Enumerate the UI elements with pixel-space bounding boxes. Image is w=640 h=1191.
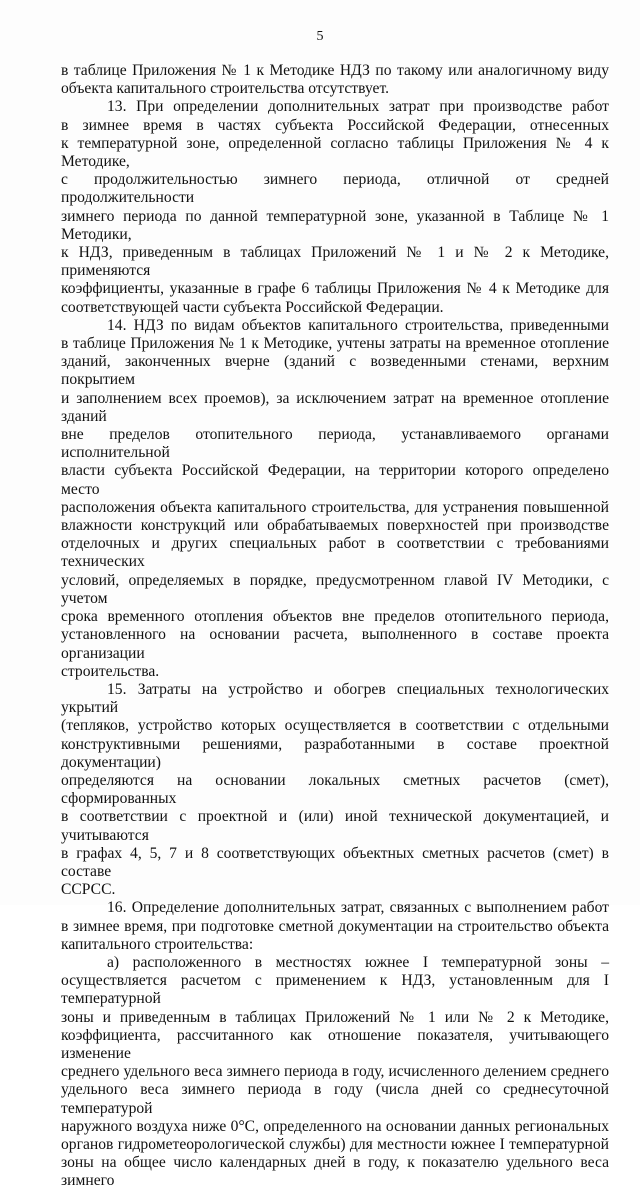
text-line: в зимнее время, при подготовке сметной документации на строительство объекта: [61, 917, 609, 935]
text-line: объекта капитального строительства отсутствует.: [61, 80, 390, 98]
text-line: капитального строительства:: [61, 935, 254, 953]
paragraph-16-start: 16. Определение дополнительных затрат, связанных с выполнением работ: [107, 899, 609, 917]
text-line: зоны и приведенным в таблицах Приложений № 1 или № 2 к Методике,: [61, 1008, 609, 1026]
text-line: удельного веса зимнего периода в году (числа дней со среднесуточной температурой: [61, 1081, 609, 1117]
text-line: коэффициента, рассчитанного как отношение показателя, учитывающего изменение: [61, 1026, 609, 1062]
text-line: зданий, законченных вчерне (зданий с возведенными стенами, верхним покрытием: [61, 353, 609, 389]
text-line: строительства.: [61, 662, 160, 680]
page-number: 5: [316, 29, 324, 44]
text-line: соответствующей части субъекта Российской Федерации.: [61, 298, 444, 316]
text-line: осуществляется расчетом с применением к НДЗ, установленным для I температурной: [61, 972, 609, 1008]
text-line: отделочных и других специальных работ в соответствии с требованиями технических: [61, 535, 609, 571]
text-line: и заполнением всех проемов), за исключением затрат на временное отопление зданий: [61, 389, 609, 425]
text-line: с продолжительностью зимнего периода, отличной от средней продолжительности: [61, 171, 609, 207]
text-line: (тепляков, устройство которых осуществляется в соответствии с отдельными: [61, 717, 609, 735]
text-line: зимнего периода по данной температурной зоне, указанной в Таблице № 1 Методики,: [61, 207, 609, 243]
text-line: установленного на основании расчета, выполненного в составе проекта организации: [61, 626, 609, 662]
subparagraph-a-start: а) расположенного в местностях южнее I температурной зоны –: [107, 953, 609, 971]
text-line: определяются на основании локальных сметных расчетов (смет), сформированных: [61, 771, 609, 808]
text-line: в графах 4, 5, 7 и 8 соответствующих объектных сметных расчетов (смет) в составе: [61, 844, 609, 880]
text-line: к температурной зоне, определенной согласно таблицы Приложения № 4 к Методике,: [61, 134, 609, 171]
text-line: ССРСС.: [61, 881, 116, 899]
text-line: среднего удельного веса зимнего периода в году, исчисленного делением среднего: [61, 1063, 609, 1081]
text-line: в таблице Приложения № 1 к Методике, учтены затраты на временное отопление: [61, 335, 609, 353]
document-body: [61, 62, 609, 1191]
text-line: власти субъекта Российской Федерации, на территории которого определено место: [61, 462, 609, 498]
text-line: органов гидрометеорологической службы) для местности южнее I температурной: [61, 1135, 609, 1153]
text-line: в зимнее время в частях субъекта Российской Федерации, отнесенных: [61, 116, 609, 134]
paragraph-13-start: 13. При определении дополнительных затрат при производстве работ: [107, 98, 609, 116]
text-line: условий, определяемых в порядке, предусмотренном главой IV Методики, с учетом: [61, 571, 609, 607]
paragraph-14-start: 14. НДЗ по видам объектов капитального строительства, приведенными: [107, 316, 609, 334]
text-line: коэффициенты, указанные в графе 6 таблицы Приложения № 4 к Методике для: [61, 280, 609, 298]
paragraph-15-start: 15. Затраты на устройство и обогрев специальных технологических укрытий: [61, 680, 609, 717]
text-line: в соответствии с проектной и (или) иной технической документацией, и учитываются: [61, 808, 609, 844]
text-line: к НДЗ, приведенным в таблицах Приложений № 1 и № 2 к Методике, применяются: [61, 244, 609, 280]
text-line: вне пределов отопительного периода, устанавливаемого органами исполнительной: [61, 426, 609, 462]
text-line: зоны на общее число календарных дней в году, к показателю удельного веса зимнего: [61, 1154, 609, 1190]
text-line: наружного воздуха ниже 0°С, определенного на основании данных региональных: [61, 1117, 609, 1135]
text-line: срока временного отопления объектов вне пределов отопительного периода,: [61, 608, 609, 626]
text-line: конструктивными решениями, разработанными в составе проектной документации): [61, 735, 609, 771]
text-line: в таблице Приложения № 1 к Методике НДЗ по такому или аналогичному виду: [61, 62, 609, 79]
text-line: влажности конструкций или обрабатываемых поверхностей при производстве: [61, 517, 609, 535]
text-line: расположения объекта капитального строительства, для устранения повышенной: [61, 498, 609, 516]
